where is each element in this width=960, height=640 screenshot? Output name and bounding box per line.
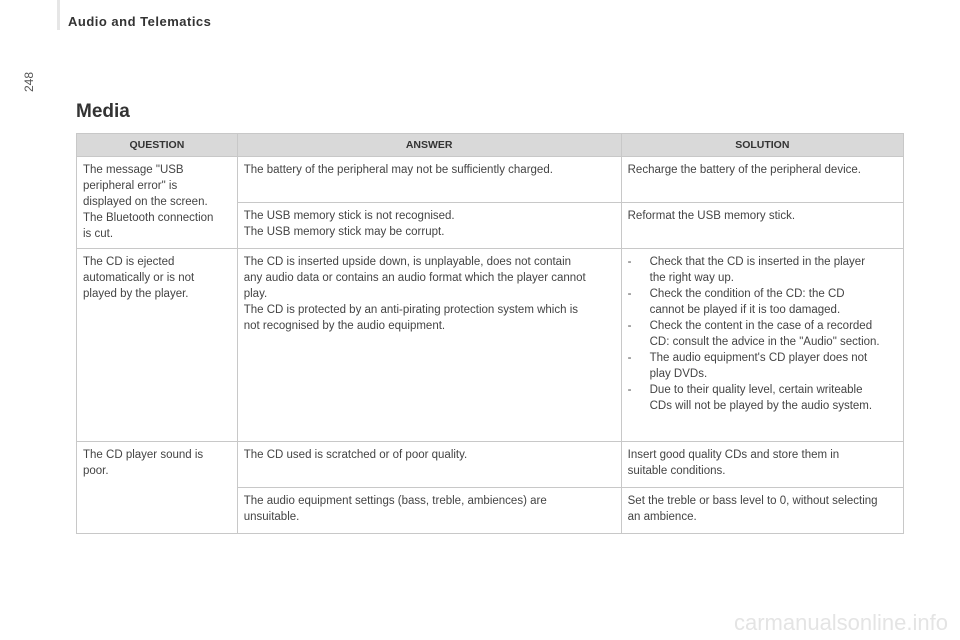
list-item: - Check the content in the case of a recorded CD: consult the advice in the "Audio" section. [628,318,897,350]
solution-list [628,254,897,414]
question-cell: The CD is ejected automatically or is not played by the player. [77,249,238,442]
answer-cell: The CD is inserted upside down, is unplayable, does not contain any audio data or contains an audio format which the player cannot play. The CD is protected by an anti-pirating protection system which is not recognised by the audio equipment. [237,249,621,442]
solution-cell: Insert good quality CDs and store them in suitable conditions. [621,442,903,488]
troubleshooting-table [76,133,904,534]
solution-cell: Set the treble or bass level to 0, without selecting an ambience. [621,488,903,534]
table-row [77,157,904,203]
column-header-question: QUESTION [77,134,238,157]
answer-cell: The audio equipment settings (bass, treble, ambiences) are unsuitable. [237,488,621,534]
page-number-container [22,62,42,92]
table-row [77,442,904,488]
column-header-answer: ANSWER [237,134,621,157]
table-row [77,249,904,442]
question-cell: The CD player sound is poor. [77,442,238,534]
table-header-row [77,134,904,157]
page-number: 248 [22,71,36,92]
question-cell: The message "USB peripheral error" is displayed on the screen. The Bluetooth connection is cut. [77,157,238,249]
solution-cell: Reformat the USB memory stick. [621,203,903,249]
page-heading: Media [76,101,130,122]
list-item: - Due to their quality level, certain writeable CDs will not be played by the audio system. [628,382,897,414]
answer-cell: The battery of the peripheral may not be sufficiently charged. [237,157,621,203]
section-title: Audio and Telematics [68,14,212,29]
solution-cell: Recharge the battery of the peripheral device. [621,157,903,203]
list-item: - Check the condition of the CD: the CD cannot be played if it is too damaged. [628,286,897,318]
answer-cell: The CD used is scratched or of poor quality. [237,442,621,488]
column-header-solution: SOLUTION [621,134,903,157]
answer-cell: The USB memory stick is not recognised. The USB memory stick may be corrupt. [237,203,621,249]
solution-cell [621,249,903,442]
watermark: carmanualsonline.info [733,610,948,635]
list-item: - Check that the CD is inserted in the player the right way up. [628,254,897,286]
header-accent-bar [57,0,60,30]
list-item: - The audio equipment's CD player does not play DVDs. [628,350,897,382]
